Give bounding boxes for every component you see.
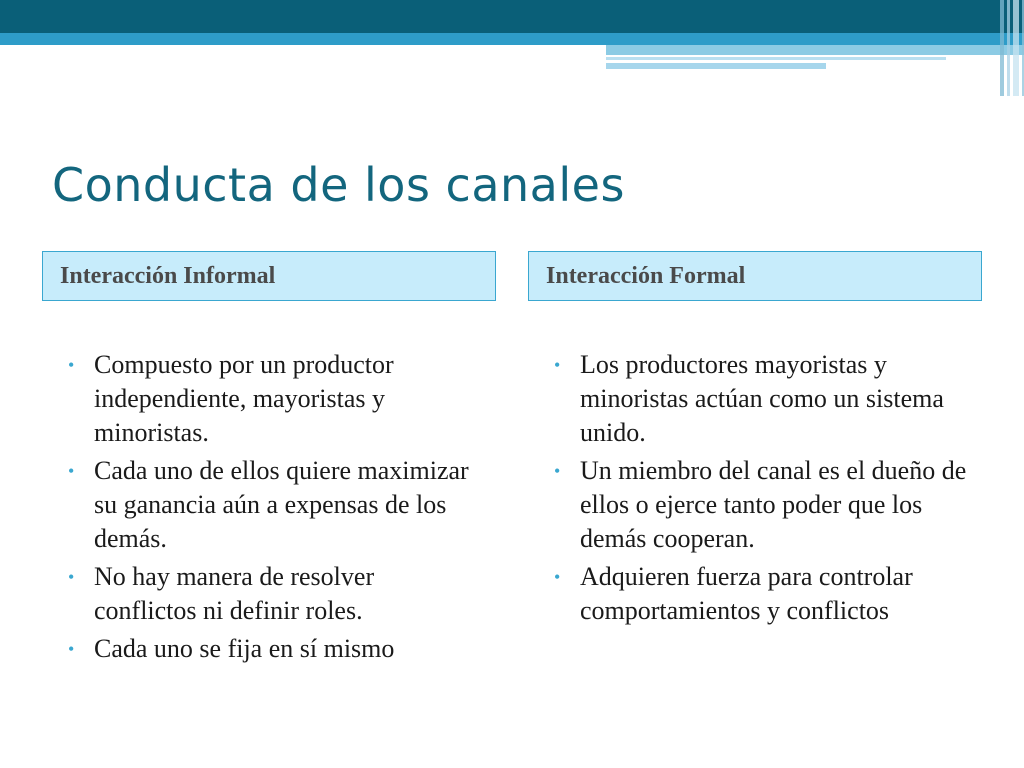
bullet-text: Cada uno se fija en sí mismo [94,634,395,663]
top-banner-accent [606,45,1024,55]
bullet-icon: • [68,567,75,587]
banner-stripes [990,0,1024,96]
column-header-informal: Interacción Informal [42,251,496,301]
top-banner-line [606,57,946,60]
banner-stripe [1013,0,1019,96]
bullet-text: Los productores mayoristas y minoristas actúan como un sistema unido. [580,350,944,447]
slide-title: Conducta de los canales [52,158,625,212]
list-item [58,560,478,628]
bullet-icon: • [554,567,561,587]
list-item [58,348,478,450]
list-item [544,560,984,628]
list-item [58,454,478,556]
bullet-text: Compuesto por un productor independiente, mayoristas y minoristas. [94,350,394,447]
top-banner-light [0,33,1024,45]
bullet-icon: • [554,355,561,375]
top-banner-dark [0,0,1024,33]
bullet-text: Adquieren fuerza para controlar comportamientos y conflictos [580,562,913,625]
bullet-icon: • [68,639,75,659]
list-item [544,348,984,450]
list-item [544,454,984,556]
bullet-text: Cada uno de ellos quiere maximizar su ganancia aún a expensas de los demás. [94,456,469,553]
banner-stripe [1000,0,1004,96]
list-item [58,632,478,666]
banner-stripe [1007,0,1010,96]
bullet-list-formal [544,348,984,632]
column-header-formal: Interacción Formal [528,251,982,301]
bullet-list-informal [58,348,478,670]
top-banner-line [606,63,826,69]
bullet-icon: • [68,355,75,375]
bullet-text: No hay manera de resolver conflictos ni definir roles. [94,562,375,625]
bullet-text: Un miembro del canal es el dueño de ellos o ejerce tanto poder que los demás cooperan. [580,456,967,553]
bullet-icon: • [554,461,561,481]
bullet-icon: • [68,461,75,481]
